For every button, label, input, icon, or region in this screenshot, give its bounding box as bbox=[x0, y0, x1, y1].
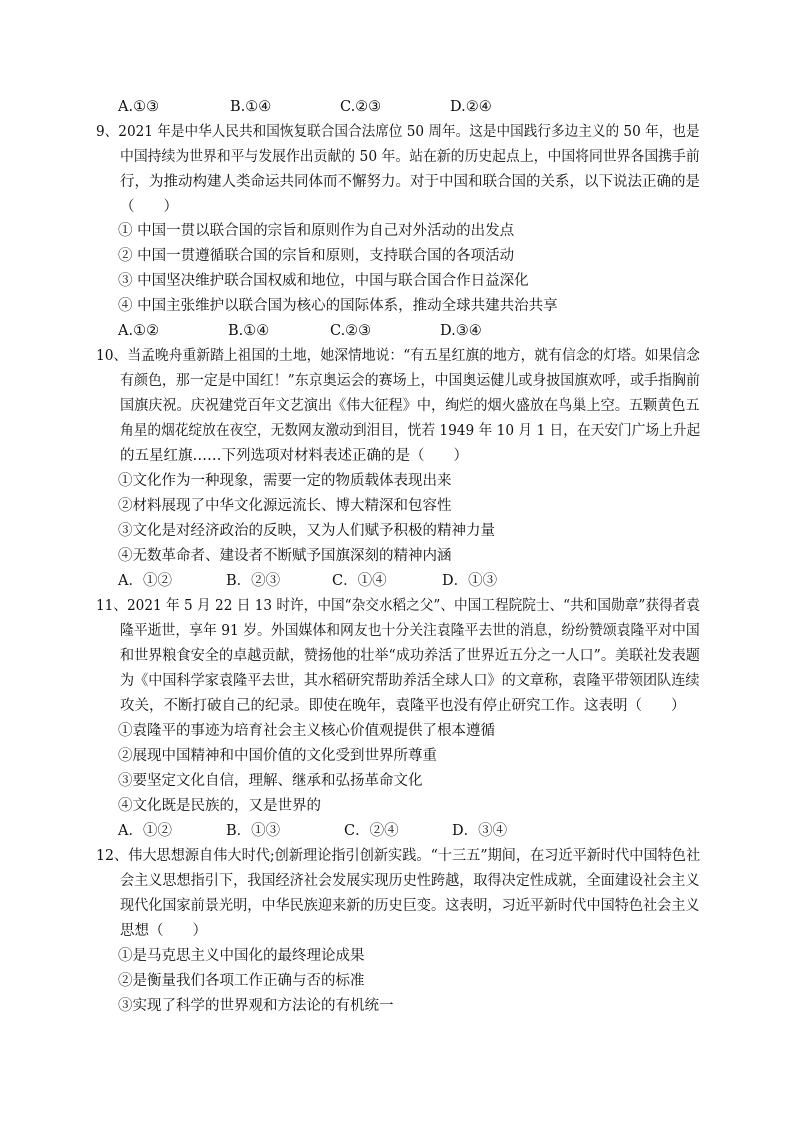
q10-choice-a: A．①② bbox=[118, 573, 172, 589]
q8-choice-b: B.①④ bbox=[230, 99, 272, 115]
q8-choice-a: A.①③ bbox=[118, 99, 160, 115]
q9-option-2: ② 中国一贯遵循联合国的宗旨和原则，支持联合国的各项活动 bbox=[118, 248, 515, 264]
q11-option-4: ④文化既是民族的，又是世界的 bbox=[118, 798, 321, 814]
q10-stem-line-1: 10、当孟晚舟重新踏上祖国的土地，她深情地说：“有五星红旗的地方，就有信念的灯塔。如果信念 bbox=[96, 348, 700, 364]
q10-choice-d: D．①③ bbox=[442, 573, 498, 589]
q11-choice-d: D．③④ bbox=[452, 823, 508, 839]
q11-option-3: ③要坚定文化自信，理解、继承和弘扬革命文化 bbox=[118, 773, 423, 789]
q10-option-3: ③文化是对经济政治的反映，又为人们赋予积极的精神力量 bbox=[118, 523, 495, 539]
q9-option-1: ① 中国一贯以联合国的宗旨和原则作为自己对外活动的出发点 bbox=[118, 223, 515, 239]
q10-stem-line-2: 有颜色，那一定是中国红！”东京奥运会的赛场上，中国奥运健儿或身披国旗欢呼，或手指胸前 bbox=[120, 373, 700, 389]
q11-choice-c: C．②④ bbox=[344, 823, 399, 839]
q8-choice-c: C.②③ bbox=[340, 99, 382, 115]
q12-option-3: ③实现了科学的世界观和方法论的有机统一 bbox=[118, 998, 394, 1014]
q11-stem-line-2: 隆平逝世，享年 91 岁。外国媒体和网友也十分关注袁隆平去世的消息，纷纷赞颂袁隆平对中国 bbox=[120, 623, 700, 639]
q9-choice-b: B.①④ bbox=[228, 323, 270, 339]
q12-stem-line-4: 思想（ ） bbox=[120, 923, 207, 939]
q11-stem-line-4: 为《中国科学家袁隆平去世，其水稻研究帮助养活全球人口》的文章称，袁隆平带领团队连续 bbox=[120, 673, 700, 689]
q12-stem-line-3: 现代化国家前景光明，中华民族迎来新的历史巨变。这表明，习近平新时代中国特色社会主义 bbox=[120, 898, 700, 914]
q10-option-4: ④无数革命者、建设者不断赋予国旗深刻的精神内涵 bbox=[118, 548, 452, 564]
q11-choice-b: B．①③ bbox=[226, 823, 281, 839]
q8-choice-d: D.②④ bbox=[450, 99, 492, 115]
q12-option-2: ②是衡量我们各项工作正确与否的标准 bbox=[118, 973, 365, 989]
q9-choice-d: D.③④ bbox=[440, 323, 482, 339]
q10-option-1: ①文化作为一种现象，需要一定的物质载体表现出来 bbox=[118, 473, 452, 489]
q9-stem-line-4: （ ） bbox=[120, 199, 178, 215]
q10-option-2: ②材料展现了中华文化源远流长、博大精深和包容性 bbox=[118, 498, 452, 514]
q12-stem-line-1: 12、伟大思想源自伟大时代;创新理论指引创新实践。“十三五”期间，在习近平新时代中国特色社 bbox=[96, 848, 701, 864]
q11-option-1: ①袁隆平的事迹为培育社会主义核心价值观提供了根本遵循 bbox=[118, 723, 495, 739]
q9-choice-c: C.②③ bbox=[330, 323, 372, 339]
q11-option-2: ②展现中国精神和中国价值的文化受到世界所尊重 bbox=[118, 748, 437, 764]
q12-option-1: ①是马克思主义中国化的最终理论成果 bbox=[118, 948, 365, 964]
q10-stem-line-5: 的五星红旗……下列选项对材料表述正确的是（ ） bbox=[120, 448, 468, 464]
q10-choice-b: B．②③ bbox=[226, 573, 281, 589]
q9-stem-line-3: 行，为推动构建人类命运共同体而不懈努力。对于中国和联合国的关系，以下说法正确的是 bbox=[120, 174, 700, 190]
q11-stem-line-5: 攻关，不断打破自己的纪录。即使在晚年，袁隆平也没有停止研究工作。这表明（ ） bbox=[120, 698, 686, 714]
q10-stem-line-4: 角星的烟花绽放在夜空，无数网友激动到泪目，恍若 1949 年 10 月 1 日，在天安门广场上升起 bbox=[120, 423, 701, 439]
q10-stem-line-3: 国旗庆祝。庆祝建党百年文艺演出《伟大征程》中，绚烂的烟火盛放在鸟巢上空。五颗黄色五 bbox=[120, 398, 700, 414]
q9-option-3: ③ 中国坚决维护联合国权威和地位，中国与联合国合作日益深化 bbox=[118, 273, 529, 289]
q11-stem-line-1: 11、2021 年 5 月 22 日 13 时许，中国“杂交水稻之父”、中国工程院院士、“共和国勋章”获得者袁 bbox=[96, 598, 700, 614]
q11-choice-a: A．①② bbox=[118, 823, 172, 839]
q9-choice-a: A.①② bbox=[118, 323, 160, 339]
q11-stem-line-3: 和世界粮食安全的卓越贡献，赞扬他的壮举“成功养活了世界近五分之一人口”。美联社发表题 bbox=[120, 648, 700, 664]
q9-option-4: ④ 中国主张维护以联合国为核心的国际体系，推动全球共建共治共享 bbox=[118, 298, 558, 314]
q9-stem-line-2: 中国持续为世界和平与发展作出贡献的 50 年。站在新的历史起点上，中国将同世界各国携手前 bbox=[120, 149, 700, 165]
q12-stem-line-2: 会主义思想指引下，我国经济社会发展实现历史性跨越，取得决定性成就，全面建设社会主义 bbox=[120, 873, 700, 889]
q9-stem-line-1: 9、2021 年是中华人民共和国恢复联合国合法席位 50 周年。这是中国践行多边主义的 50 年，也是 bbox=[96, 124, 700, 140]
q10-choice-c: C．①④ bbox=[332, 573, 387, 589]
